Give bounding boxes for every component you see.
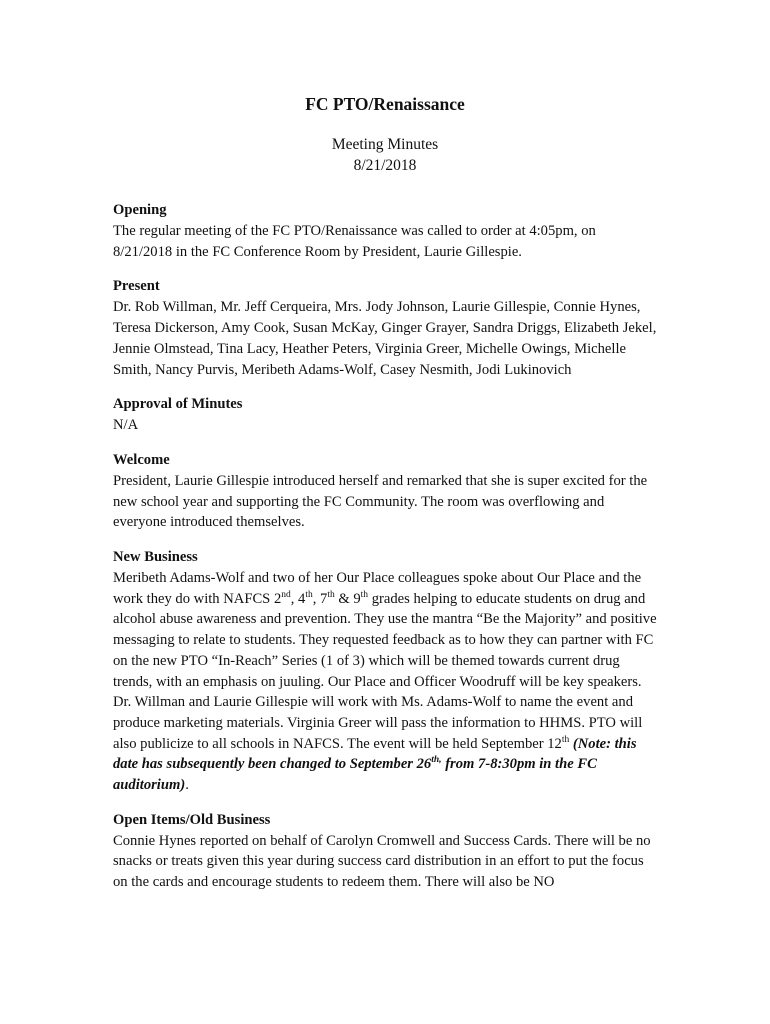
section-approval-of-minutes xyxy=(113,394,657,436)
section-new-business xyxy=(113,547,657,796)
section-text: The regular meeting of the FC PTO/Renaissance was called to order at 4:05pm, on 8/21/2018 in the FC Conference Room by President, Laurie Gillespie. xyxy=(113,223,596,260)
text-run: , 7 xyxy=(312,590,328,607)
document-subtitle xyxy=(113,134,657,176)
section-text: N/A xyxy=(113,417,139,434)
meeting-date: 8/21/2018 xyxy=(353,157,417,174)
section-text: Dr. Rob Willman, Mr. Jeff Cerqueira, Mrs. Jody Johnson, Laurie Gillespie, Connie Hynes, Teresa Dickerson, Amy Cook, Susan McKay, Ginger Grayer, Sandra Driggs, Elizabeth Jekel, Jennie Olmstead, Tina Lacy, Heather Peters, Virginia Greer, Michelle Owings, Michelle Smith, Nancy Purvis, Meribeth Adams-Wolf, Casey Nesmith, Jodi Lukinovich xyxy=(113,299,657,378)
ordinal-suffix: th xyxy=(561,734,570,745)
text-run: grades helping to educate students on drug and alcohol abuse awareness and prevention. They use the mantra “Be the Majority” and positive messaging to relate to students. They requested feedback as to how they can partner with FC on the new PTO “In-Reach” Series (1 of 3) which will be themed towards current drug trends, with an emphasis on juuling. Our Place and Officer Woodruff will be key speakers. Dr. Willman and Laurie Gillespie will work with Ms. Adams-Wolf to name the event and produce marketing materials. Virginia Greer will pass the information to HHMS. PTO will also publicize to all schools in NAFCS. The event will be held September 12 xyxy=(113,590,657,752)
section-heading: Approval of Minutes xyxy=(113,396,243,413)
section-heading: New Business xyxy=(113,549,198,566)
text-run: & 9 xyxy=(334,590,361,607)
section-open-items xyxy=(113,810,657,893)
text-run: . xyxy=(185,777,189,794)
section-text: President, Laurie Gillespie introduced herself and remarked that she is super excited for the new school year and supporting the FC Community. The room was overflowing and everyone introduced themselves. xyxy=(113,472,648,531)
section-heading: Open Items/Old Business xyxy=(113,811,271,828)
section-opening xyxy=(113,200,657,262)
ordinal-suffix: th, xyxy=(431,755,442,766)
ordinal-suffix: th xyxy=(327,589,335,600)
section-heading: Welcome xyxy=(113,451,170,468)
section-welcome xyxy=(113,450,657,533)
date-change-note: from 7-8:30pm in the FC auditorium) xyxy=(113,756,597,794)
section-text: Connie Hynes reported on behalf of Carolyn Cromwell and Success Cards. There will be no snacks or treats given this year during success card distribution in an effort to put the focus on the cards and encourage students to redeem them. There will also be NO xyxy=(113,832,651,891)
meeting-minutes-label: Meeting Minutes xyxy=(331,136,439,153)
text-run: Meribeth Adams-Wolf and two of her Our Place colleagues spoke about Our Place and the work they do with NAFCS 2 xyxy=(113,570,642,607)
ordinal-suffix: nd xyxy=(281,589,291,600)
section-heading: Opening xyxy=(113,202,167,218)
text-run: , 4 xyxy=(290,590,306,607)
section-present xyxy=(113,276,657,380)
section-text xyxy=(113,568,657,796)
ordinal-suffix: th xyxy=(305,589,313,600)
date-change-note: (Note: this date has subsequently been changed to September 26 xyxy=(113,735,637,773)
document-title: FC PTO/Renaissance xyxy=(305,94,465,114)
ordinal-suffix: th xyxy=(360,589,369,600)
section-heading: Present xyxy=(113,278,160,295)
